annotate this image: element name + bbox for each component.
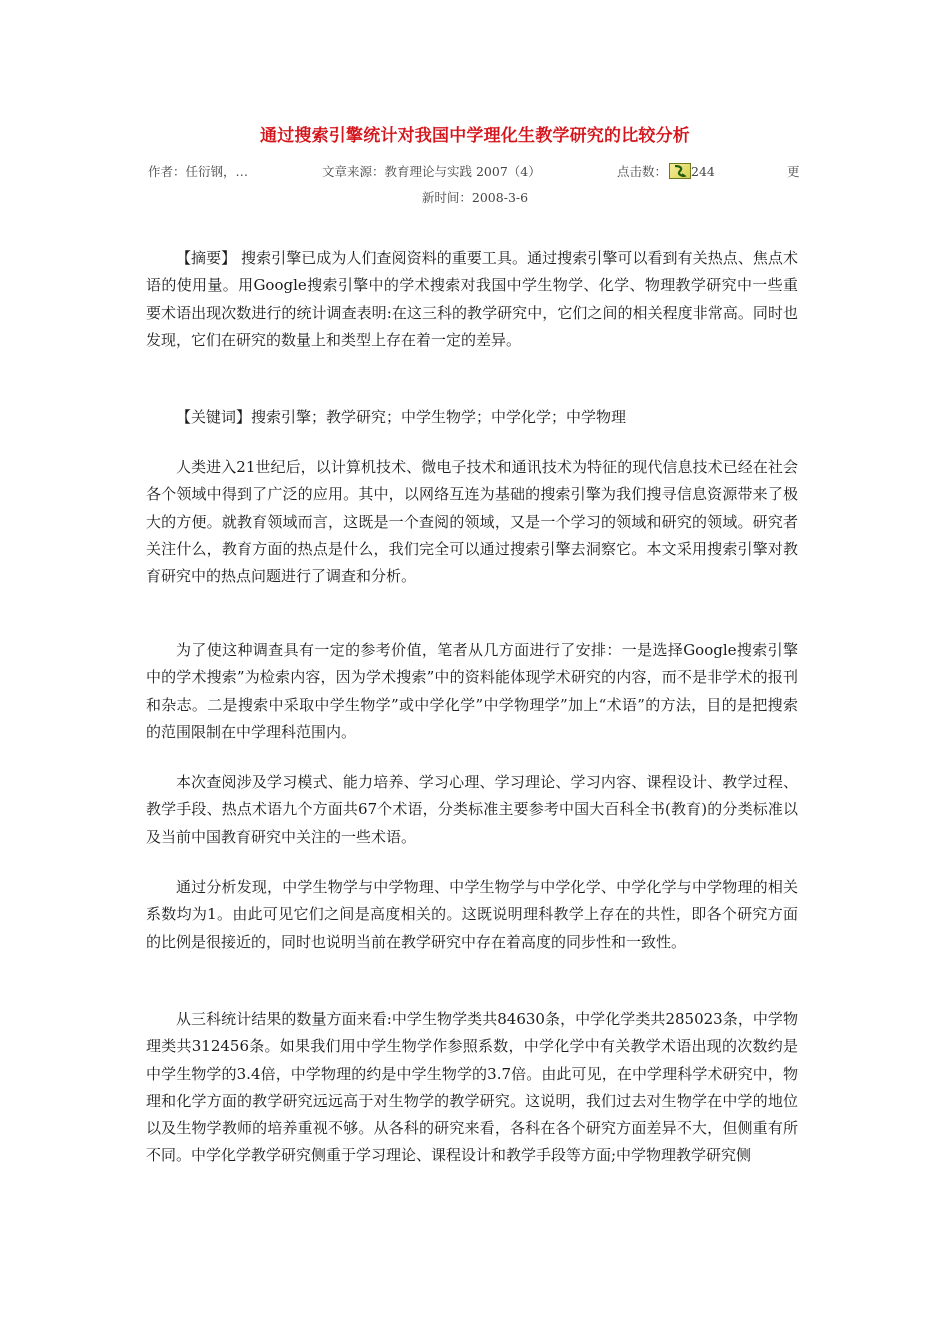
- paragraph-scope: 本次查阅涉及学习模式、能力培养、学习心理、学习理论、学习内容、课程设计、教学过程、教学手段、热点术语九个方面共67个术语，分类标准主要参考中国大百科全书(教育)的分类标准以及当前中国教育研究中关注的一些术语。: [146, 773, 798, 846]
- paragraph-intro: 人类进入21世纪后，以计算机技术、微电子技术和通讯技术为特征的现代信息技术已经在社会各个领域中得到了广泛的应用。其中，以网络互连为基础的搜索引擎为我们搜寻信息资源带来了极大的方便。就教育领域而言，这既是一个查阅的领域，又是一个学习的领域和研究的领域。研究者关注什么，教育方面的热点是什么，我们完全可以通过搜索引擎去洞察它。本文采用搜索引擎对教育研究中的热点问题进行了调查和分析。: [146, 458, 798, 586]
- paragraph-method: 为了使这种调查具有一定的参考价值，笔者从几方面进行了安排：一是选择Google搜索引擎中的学术搜索”为检索内容，因为学术搜索”中的资料能体现学术研究的内容，而不是非学术的报刊和杂志。二是搜索中采取中学生物学”或中学化学”中学物理学”加上“术语”的方法，目的是把搜索的范围限制在中学理科范围内。: [146, 641, 798, 741]
- click-count-label: 点击数：: [617, 164, 668, 179]
- body-paragraph: [146, 637, 798, 746]
- counter-icon: [669, 163, 691, 179]
- paragraph-keywords: 【关键词】搜索引擎；教学研究；中学生物学；中学化学；中学物理: [176, 408, 627, 426]
- click-count-value: 244: [691, 164, 715, 179]
- article-title: 通过搜索引擎统计对我国中学理化生教学研究的比较分析: [260, 126, 690, 146]
- body-paragraph: [146, 874, 798, 956]
- paragraph-correlation: 通过分析发现，中学生物学与中学物理、中学生物学与中学化学、中学化学与中学物理的相关系数均为1。由此可见它们之间是高度相关的。这既说明理科教学上存在的共性，即各个研究方面的比例是很接近的，同时也说明当前在教学研究中存在着高度的同步性和一致性。: [146, 878, 798, 951]
- update-date: 新时间：2008-3-6: [421, 190, 529, 205]
- body-paragraph: [146, 454, 798, 590]
- body-paragraph: [146, 1006, 798, 1170]
- paragraph-quantity: 从三科统计结果的数量方面来看:中学生物学类共84630条，中学化学类共285023条，中学物理类共312456条。如果我们用中学生物学作参照系数，中学化学中有关教学术语出现的次数约是中学生物学的3.4倍，中学物理的约是中学生物学的3.7倍。由此可见，在中学理科学术研究中，物理和化学方面的教学研究远远高于对生物学的教学研究。这说明，我们过去对生物学在中学的地位以及生物学教师的培养重视不够。从各科的研究来看，各科在各个研究方面差异不大，但侧重有所不同。中学化学教学研究侧重于学习理论、课程设计和教学手段等方面;中学物理教学研究侧: [146, 1010, 798, 1165]
- article-author: 作者：任衍钢，…: [148, 164, 249, 179]
- update-label-prefix: 更: [787, 164, 800, 179]
- article-source: 文章来源：教育理论与实践 2007（4）: [322, 164, 541, 179]
- click-count: [617, 162, 715, 182]
- abstract-paragraph: [146, 245, 798, 354]
- body-paragraph: [146, 769, 798, 851]
- keywords-paragraph: [146, 404, 798, 431]
- paragraph-abstract: 【摘要】 搜索引擎已成为人们查阅资料的重要工具。通过搜索引擎可以看到有关热点、焦点术语的使用量。用Google搜索引擎中的学术搜索对我国中学生物学、化学、物理教学研究中一些重要术语出现次数进行的统计调查表明:在这三科的教学研究中，它们之间的相关程度非常高。同时也发现，它们在研究的数量上和类型上存在着一定的差异。: [146, 249, 798, 349]
